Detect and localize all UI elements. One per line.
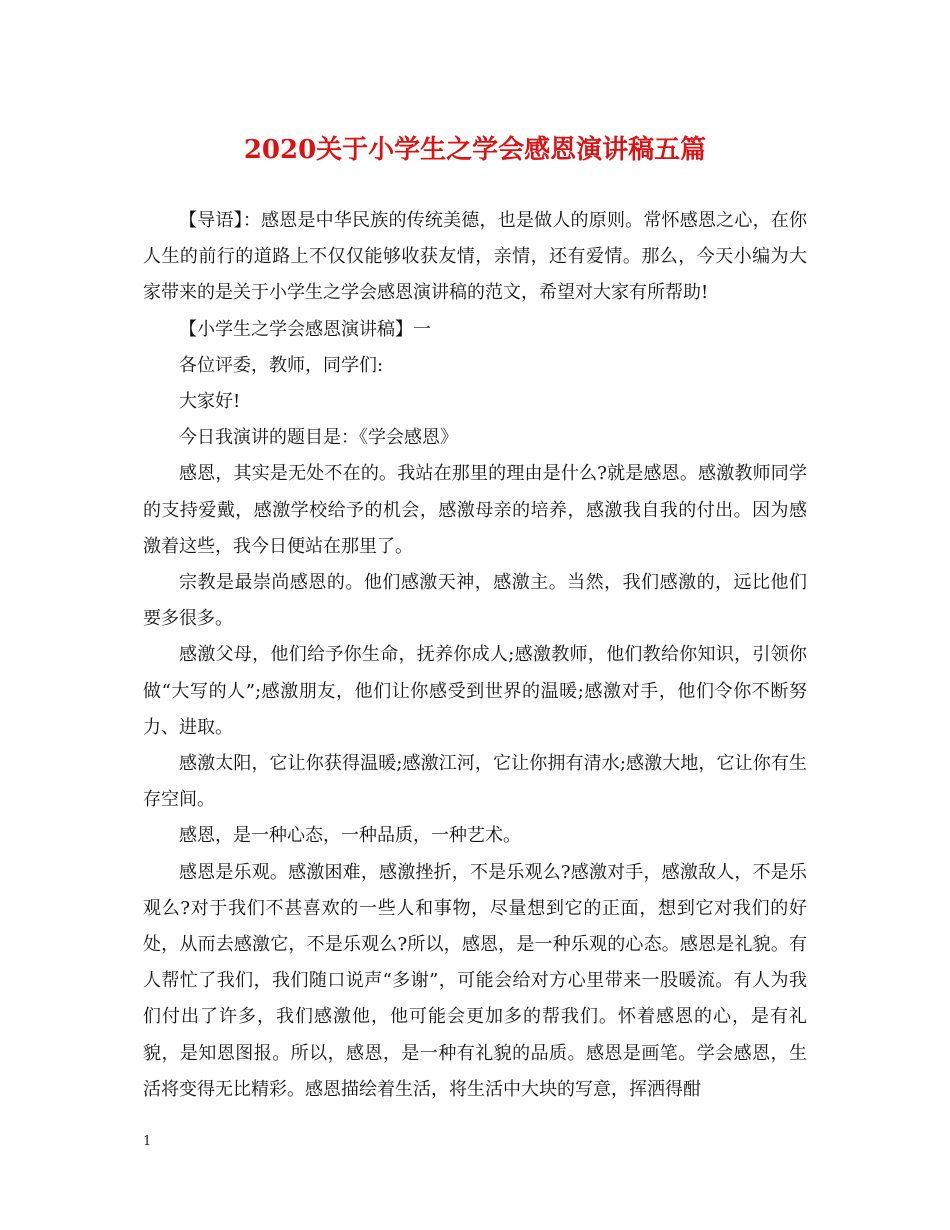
paragraph-section-heading: 【小学生之学会感恩演讲稿】一 (179, 318, 431, 340)
paragraph-intro: 【导语】：感恩是中华民族的传统美德，也是做人的原则。常怀感恩之心，在你人生的前行的道路上不仅仅能够收获友情，亲情，还有爱情。那么，今天小编为大家带来的是关于小学生之学会感恩演讲稿的范文，希望对大家有所帮助! (143, 210, 807, 304)
paragraph-greeting: 大家好! (179, 391, 241, 413)
paragraph-topic: 今日我演讲的题目是：《学会感恩》 (179, 427, 458, 449)
document-title: 2020关于小学生之学会感恩演讲稿五篇 (243, 135, 707, 165)
paragraph-body: 感恩，是一种心态，一种品质，一种艺术。 (179, 825, 521, 847)
paragraph-body: 宗教是最崇尚感恩的。他们感激天神，感激主。当然，我们感激的，远比他们要多很多。 (143, 572, 807, 630)
paragraph-body: 感激父母，他们给予你生命，抚养你成人;感激教师，他们教给你知识，引领你做“大写的人”;感激朋友，他们让你感受到世界的温暖;感激对手，他们令你不断努力、进取。 (143, 644, 807, 738)
paragraph-salutation: 各位评委，教师，同学们: (179, 354, 384, 376)
paragraph-body: 感恩，其实是无处不在的。我站在那里的理由是什么?就是感恩。感激教师同学的支持爱戴，感激学校给予的机会，感激母亲的培养，感激我自我的付出。因为感激着这些，我今日便站在那里了。 (143, 463, 807, 557)
document-body (143, 203, 807, 1108)
paragraph-body: 感激太阳，它让你获得温暖;感激江河，它让你拥有清水;感激大地，它让你有生存空间。 (143, 753, 807, 811)
paragraph-body: 感恩是乐观。感激困难，感激挫折，不是乐观么?感激对手，感激敌人，不是乐观么?对于我们不甚喜欢的一些人和事物，尽量想到它的正面，想到它对我们的好处，从而去感激它，不是乐观么?所以，感恩，是一种乐观的心态。感恩是礼貌。有人帮忙了我们，我们随口说声“多谢”，可能会给对方心里带来一股暖流。有人为我们付出了许多，我们感激他，他可能会更加多的帮我们。怀着感恩的心，是有礼貌，是知恩图报。所以，感恩，是一种有礼貌的品质。感恩是画笔。学会感恩，生活将变得无比精彩。感恩描绘着生活，将生活中大块的写意，挥洒得酣 (143, 861, 807, 1100)
page-number: 1 (143, 1134, 152, 1149)
